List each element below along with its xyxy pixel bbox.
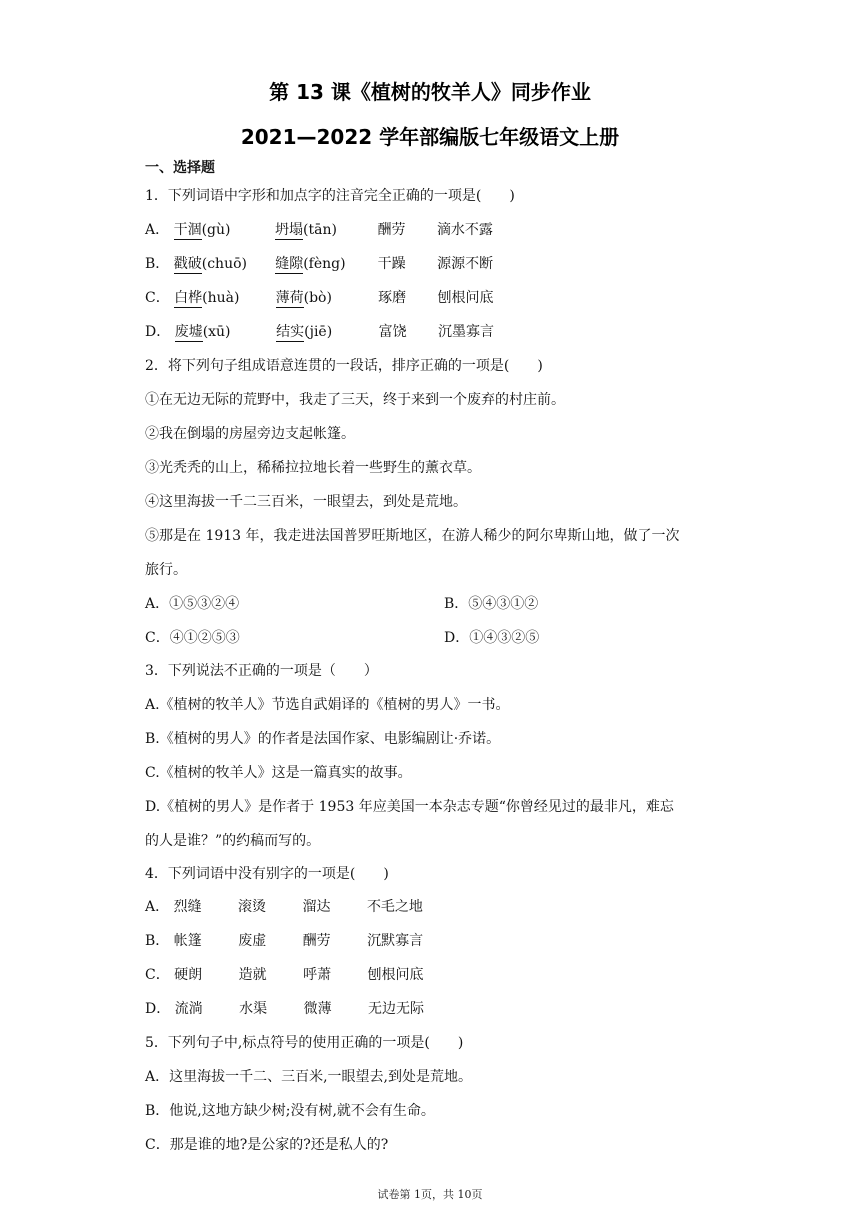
option-label: B． xyxy=(145,256,170,272)
option-pinyin: (gù) xyxy=(201,222,231,238)
option-word: 白桦 xyxy=(174,290,203,306)
option-word: 水渠 xyxy=(239,1001,268,1017)
option-pinyin: (chuō) xyxy=(201,256,247,272)
q2-sentence: ④这里海拔一千二三百米，一眼望去，到处是荒地。 xyxy=(145,494,467,510)
option-word: 烈缝 xyxy=(173,899,202,915)
option-pinyin: (huà) xyxy=(202,290,240,306)
option-word: 富饶 xyxy=(378,324,407,340)
option-word: 不毛之地 xyxy=(366,899,423,915)
option-label: C． xyxy=(145,290,170,306)
q2-sentence: ①在无边无际的荒野中，我走了三天，终于来到一个废弃的村庄前。 xyxy=(145,392,565,408)
question-5-stem: 5．下列句子中,标点符号的使用正确的一项是( ) xyxy=(145,1035,464,1051)
option-word: 溜达 xyxy=(302,899,331,915)
option-pinyin: (bò) xyxy=(303,290,332,306)
option-word: 微薄 xyxy=(303,1001,332,1017)
option-label: D． xyxy=(145,1001,171,1017)
option-word: 硬朗 xyxy=(174,967,203,983)
page-subtitle: 2021—2022 学年部编版七年级语文上册 xyxy=(240,125,620,149)
page-footer: 试卷第 1页，共 10页 xyxy=(377,1188,483,1201)
option-label: A． xyxy=(145,222,170,238)
option-label: D． xyxy=(145,324,171,340)
q3-option-c: C.《植树的牧羊人》这是一篇真实的故事。 xyxy=(145,765,412,781)
option-word: 薄荷 xyxy=(275,290,304,306)
question-2-stem: 2．将下列句子组成语意连贯的一段话，排序正确的一项是( ) xyxy=(145,358,543,374)
q3-option-a: A.《植树的牧羊人》节选自武娟译的《植树的男人》一书。 xyxy=(145,697,510,713)
q2-sentence: ⑤那是在 1913 年，我走进法国普罗旺斯地区，在游人稀少的阿尔卑斯山地，做了一次 xyxy=(145,528,680,544)
option-word: 源源不断 xyxy=(437,256,494,272)
option-label: A． xyxy=(145,899,170,915)
option-word: 干涸 xyxy=(173,222,202,238)
option-label: B． xyxy=(145,933,170,949)
q2-option-d xyxy=(444,628,539,648)
q2-sentence: ③光秃秃的山上，稀稀拉拉地长着一些野生的薰衣草。 xyxy=(145,460,481,476)
section-heading: 一、选择题 xyxy=(145,160,215,176)
q1-option-b xyxy=(145,254,493,274)
q3-option-d-continued: 的人是谁？”的约稿而写的。 xyxy=(145,833,321,849)
option-word: 滴水不露 xyxy=(436,222,493,238)
q4-option-c xyxy=(145,965,424,985)
option-pinyin: (tān) xyxy=(303,222,337,238)
option-word: 滚烫 xyxy=(238,899,267,915)
option-label: A． xyxy=(145,596,170,612)
option-word: 缝隙 xyxy=(275,256,304,272)
option-pinyin: (jiē) xyxy=(304,324,333,340)
question-4-stem: 4．下列词语中没有别字的一项是( ) xyxy=(145,866,389,882)
option-text: ①⑤③②④ xyxy=(169,596,240,612)
option-word: 干躁 xyxy=(377,256,406,272)
option-word: 沉墨寡言 xyxy=(438,324,495,340)
option-pinyin: (xū) xyxy=(202,324,231,340)
option-label: B． xyxy=(444,596,469,612)
question-3-stem: 3．下列说法不正确的一项是（ ） xyxy=(145,663,378,679)
q2-sentence-continued: 旅行。 xyxy=(145,562,187,578)
option-word: 沉默寡言 xyxy=(367,933,424,949)
q5-option-c: C．那是谁的地?是公家的?还是私人的? xyxy=(145,1137,389,1153)
option-word: 造就 xyxy=(238,967,267,983)
option-text: ①④③②⑤ xyxy=(469,630,540,646)
q2-option-c xyxy=(145,628,240,648)
q5-option-b: B．他说,这地方缺少树;没有树,就不会有生命。 xyxy=(145,1103,435,1119)
option-word: 刨根问底 xyxy=(367,967,424,983)
option-word: 废墟 xyxy=(174,324,203,340)
option-label: C． xyxy=(145,630,170,646)
q1-option-d xyxy=(145,322,494,342)
option-word: 酬劳 xyxy=(377,222,406,238)
option-word: 帐篷 xyxy=(173,933,202,949)
q1-option-c xyxy=(145,288,494,308)
option-label: D． xyxy=(444,630,470,646)
question-1-stem: 1．下列词语中字形和加点字的注音完全正确的一项是( ) xyxy=(145,188,515,204)
q5-option-a: A．这里海拔一千二、三百米,一眼望去,到处是荒地。 xyxy=(145,1069,473,1085)
option-word: 无边无际 xyxy=(368,1001,425,1017)
q3-option-b: B.《植树的男人》的作者是法国作家、电影编剧让·乔诺。 xyxy=(145,731,501,747)
option-text: ⑤④③①② xyxy=(468,596,539,612)
page-title: 第 13 课《植树的牧羊人》同步作业 xyxy=(269,80,591,104)
option-word: 坍塌 xyxy=(275,222,304,238)
q1-option-a xyxy=(145,220,493,240)
option-word: 戳破 xyxy=(173,256,202,272)
q4-option-b xyxy=(145,931,423,951)
q2-sentence: ②我在倒塌的房屋旁边支起帐篷。 xyxy=(145,426,355,442)
q4-option-d xyxy=(145,999,424,1019)
q3-option-d: D.《植树的男人》是作者于 1953 年应美国一本杂志专题“你曾经见过的最非凡，难忘 xyxy=(145,799,674,815)
option-word: 呼萧 xyxy=(303,967,332,983)
q4-option-a xyxy=(145,897,423,917)
option-word: 刨根问底 xyxy=(437,290,494,306)
q2-option-b xyxy=(444,594,538,614)
option-word: 酬劳 xyxy=(302,933,331,949)
option-pinyin: (fèng) xyxy=(303,256,346,272)
option-word: 废虚 xyxy=(238,933,267,949)
option-word: 结实 xyxy=(276,324,305,340)
option-word: 琢磨 xyxy=(378,290,407,306)
option-text: ④①②⑤③ xyxy=(169,630,240,646)
option-label: C． xyxy=(145,967,170,983)
q2-option-a xyxy=(145,594,239,614)
option-word: 流淌 xyxy=(174,1001,203,1017)
